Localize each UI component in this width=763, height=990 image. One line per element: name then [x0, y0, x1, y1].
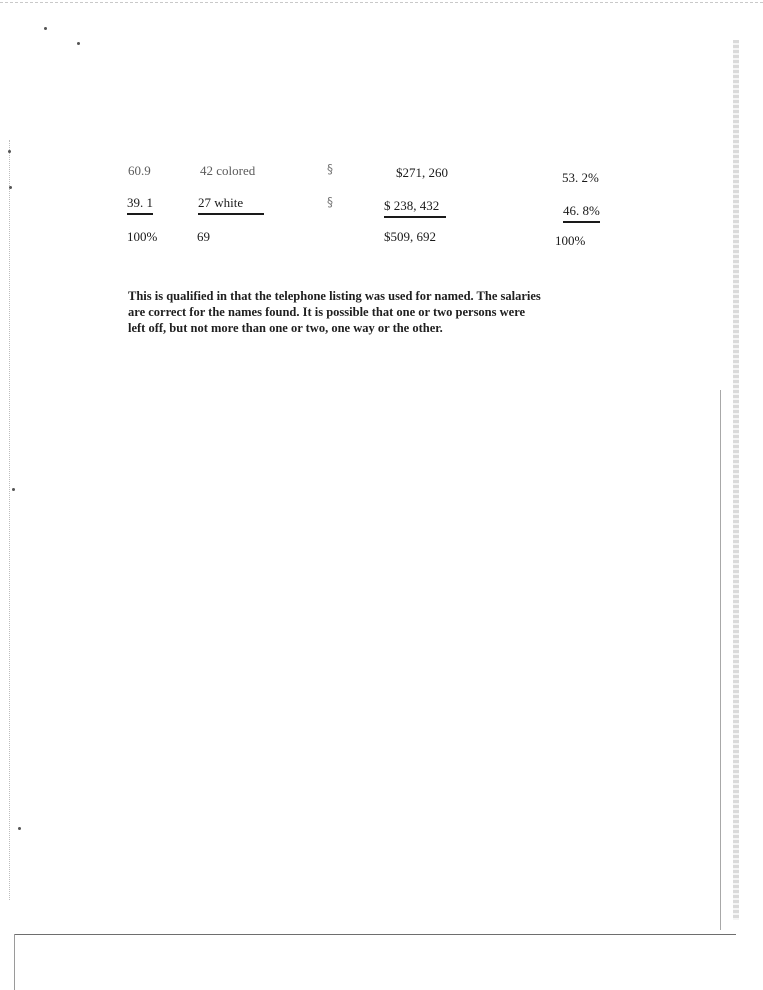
qualification-note — [128, 288, 648, 336]
scan-speck — [77, 42, 80, 45]
table-cell-amount: $271, 260 — [396, 165, 448, 180]
table-cell-share: 46. 8% — [563, 203, 600, 223]
scan-rule-bottom — [14, 934, 736, 935]
table-cell-count: 42 colored — [200, 163, 256, 178]
table-cell-count: 27 white — [198, 195, 264, 215]
table-cell-amount: $ 238, 432 — [384, 198, 446, 218]
table-cell-percent: 100% — [127, 229, 158, 244]
scan-speck — [44, 27, 47, 30]
table-cell-share: 100% — [555, 233, 586, 248]
note-line: This is qualified in that the telephone listing was used for named. The salaries — [128, 289, 541, 303]
scan-rule-right — [720, 390, 721, 930]
table-mark: § — [327, 162, 333, 176]
note-line: left off, but not more than one or two, one way or the other. — [128, 321, 443, 335]
scan-border-top — [0, 2, 763, 3]
scan-border-left — [9, 140, 11, 900]
table-cell-count: 69 — [197, 229, 210, 244]
scan-speck — [18, 827, 21, 830]
table-mark: § — [327, 195, 333, 209]
scan-speck — [9, 186, 12, 189]
scan-rule-bottom-left — [14, 934, 15, 990]
table-cell-percent: 60.9 — [128, 163, 151, 178]
scan-speck — [12, 488, 15, 491]
note-line: are correct for the names found. It is possible that one or two persons were — [128, 305, 526, 319]
table-cell-amount: $509, 692 — [384, 229, 436, 244]
table-cell-share: 53. 2% — [562, 170, 599, 185]
scan-border-right — [733, 40, 739, 920]
table-cell-percent: 39. 1 — [127, 195, 153, 215]
scan-speck — [8, 150, 11, 153]
